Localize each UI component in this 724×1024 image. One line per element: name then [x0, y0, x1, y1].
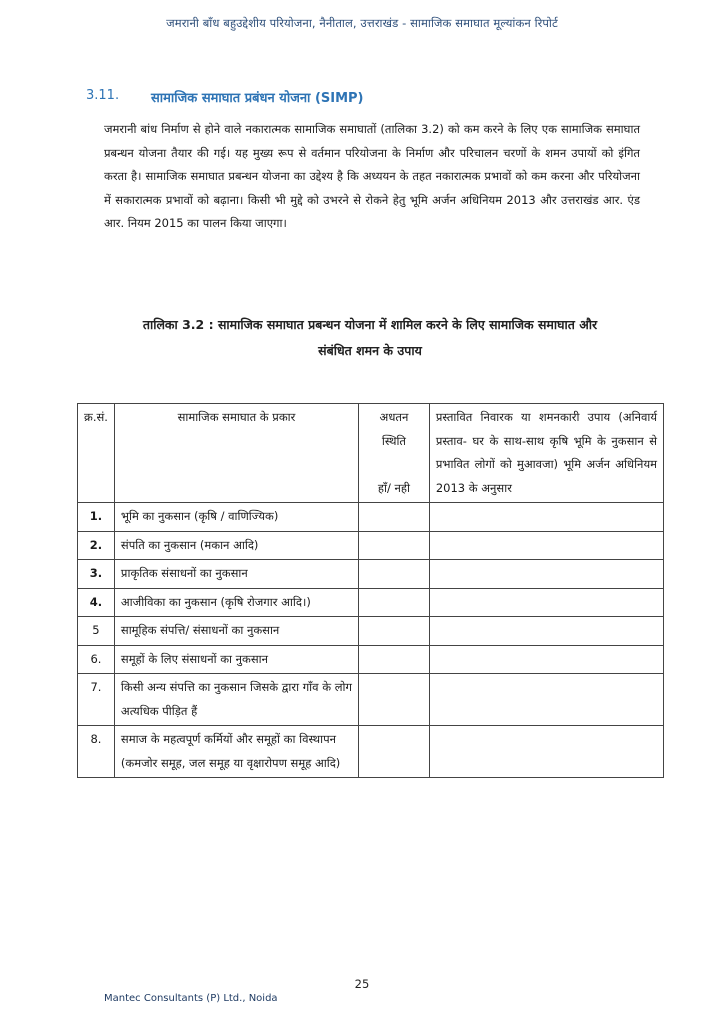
- footer-company: Mantec Consultants (P) Ltd., Noida: [104, 993, 278, 1004]
- impact-table: [77, 403, 664, 778]
- row-measure: [429, 560, 663, 589]
- row-status: [359, 617, 430, 646]
- table-header-row: [78, 404, 664, 503]
- row-sn: 1.: [78, 503, 115, 532]
- header-sn: क्र.सं.: [78, 404, 115, 503]
- header-status-line-2: स्थिति: [381, 433, 406, 448]
- row-impact-type: संपति का नुकसान (मकान आदि): [114, 531, 358, 560]
- table-caption: [80, 312, 660, 364]
- report-header: जमरानी बाँध बहुउद्देशीय परियोजना, नैनीताल, उत्तराखंड - सामाजिक समाघात मूल्यांकन रिपोर्ट: [166, 16, 558, 30]
- row-measure: [429, 531, 663, 560]
- body-paragraph: जमरानी बांध निर्माण से होने वाले नकारात्मक सामाजिक समाघातों (तालिका 3.2) को कम करने के लिए एक सामाजिक समाघात प्रबन्धन योजना तैयार की गई। यह मुख्य रूप से वर्तमान परियोजना के निर्माण और परिचालन चरणों के शमन उपायों को इंगित करता है। सामाजिक समाघात प्रबन्धन योजना का उद्देश्य है कि अध्ययन के तहत नकारात्मक प्रभावों को कम करना और परियोजना में सकारात्मक प्रभावों को बढ़ाना। किसी भी मुद्दे को उभरने से रोकने हेतु भूमि अर्जन अधिनियम 2013 और उत्तराखंड आर. एंड आर. नियम 2015 का पालन किया जाएगा।: [104, 122, 640, 230]
- table-row: [78, 531, 664, 560]
- section-title: सामाजिक समाघात प्रबंधन योजना (SIMP): [151, 91, 364, 106]
- row-measure: [429, 588, 663, 617]
- header-status-line-1: अधतन: [379, 410, 409, 424]
- table-row: [78, 588, 664, 617]
- row-measure: [429, 645, 663, 674]
- header-measures: प्रस्तावित निवारक या शमनकारी उपाय (अनिवार्य प्रस्ताव- घर के साथ-साथ कृषि भूमि के नुकसान से प्रभावित लोगों को मुआवजा) भूमि अर्जन अधिनियम 2013 के अनुसार: [429, 404, 663, 503]
- row-impact-type: आजीविका का नुकसान (कृषि रोजगार आदि।): [114, 588, 358, 617]
- header-status-spacer: [365, 453, 423, 477]
- table-row: [78, 560, 664, 589]
- table-caption-line-1: तालिका 3.2 : सामाजिक समाघात प्रबन्धन योजना में शामिल करने के लिए सामाजिक समाघात और: [142, 317, 598, 332]
- row-measure: [429, 617, 663, 646]
- row-impact-type: प्राकृतिक संसाधनों का नुकसान: [114, 560, 358, 589]
- row-status: [359, 503, 430, 532]
- row-measure: [429, 726, 663, 778]
- table-row: [78, 645, 664, 674]
- row-sn: 2.: [78, 531, 115, 560]
- row-measure: [429, 503, 663, 532]
- row-sn: 5: [78, 617, 115, 646]
- row-measure: [429, 674, 663, 726]
- row-sn: 4.: [78, 588, 115, 617]
- row-sn: 7.: [78, 674, 115, 726]
- page-number: 25: [354, 977, 370, 991]
- table-row: [78, 674, 664, 726]
- row-impact-type: समाज के महत्वपूर्ण कर्मियों और समूहों का विस्थापन (कमजोर समूह, जल समूह या वृक्षारोपण समूह आदि): [114, 726, 358, 778]
- row-status: [359, 560, 430, 589]
- table-row: [78, 503, 664, 532]
- row-impact-type: किसी अन्य संपत्ति का नुकसान जिसके द्वारा गाँव के लोग अत्यधिक पीड़ित हैं: [114, 674, 358, 726]
- row-status: [359, 588, 430, 617]
- row-impact-type: सामूहिक संपत्ति/ संसाधनों का नुकसान: [114, 617, 358, 646]
- row-impact-type: समूहों के लिए संसाधनों का नुकसान: [114, 645, 358, 674]
- row-status: [359, 674, 430, 726]
- table-row: [78, 617, 664, 646]
- row-sn: 6.: [78, 645, 115, 674]
- table-row: [78, 726, 664, 778]
- row-status: [359, 645, 430, 674]
- row-status: [359, 726, 430, 778]
- row-sn: 8.: [78, 726, 115, 778]
- row-impact-type: भूमि का नुकसान (कृषि / वाणिज्यिक): [114, 503, 358, 532]
- table-caption-line-2: संबंधित शमन के उपाय: [318, 343, 422, 358]
- header-status-line-3: हाँ/ नही: [377, 480, 410, 495]
- header-status: [359, 404, 430, 503]
- header-impact-type: सामाजिक समाघात के प्रकार: [114, 404, 358, 503]
- section-number: 3.11.: [86, 88, 120, 103]
- row-sn: 3.: [78, 560, 115, 589]
- row-status: [359, 531, 430, 560]
